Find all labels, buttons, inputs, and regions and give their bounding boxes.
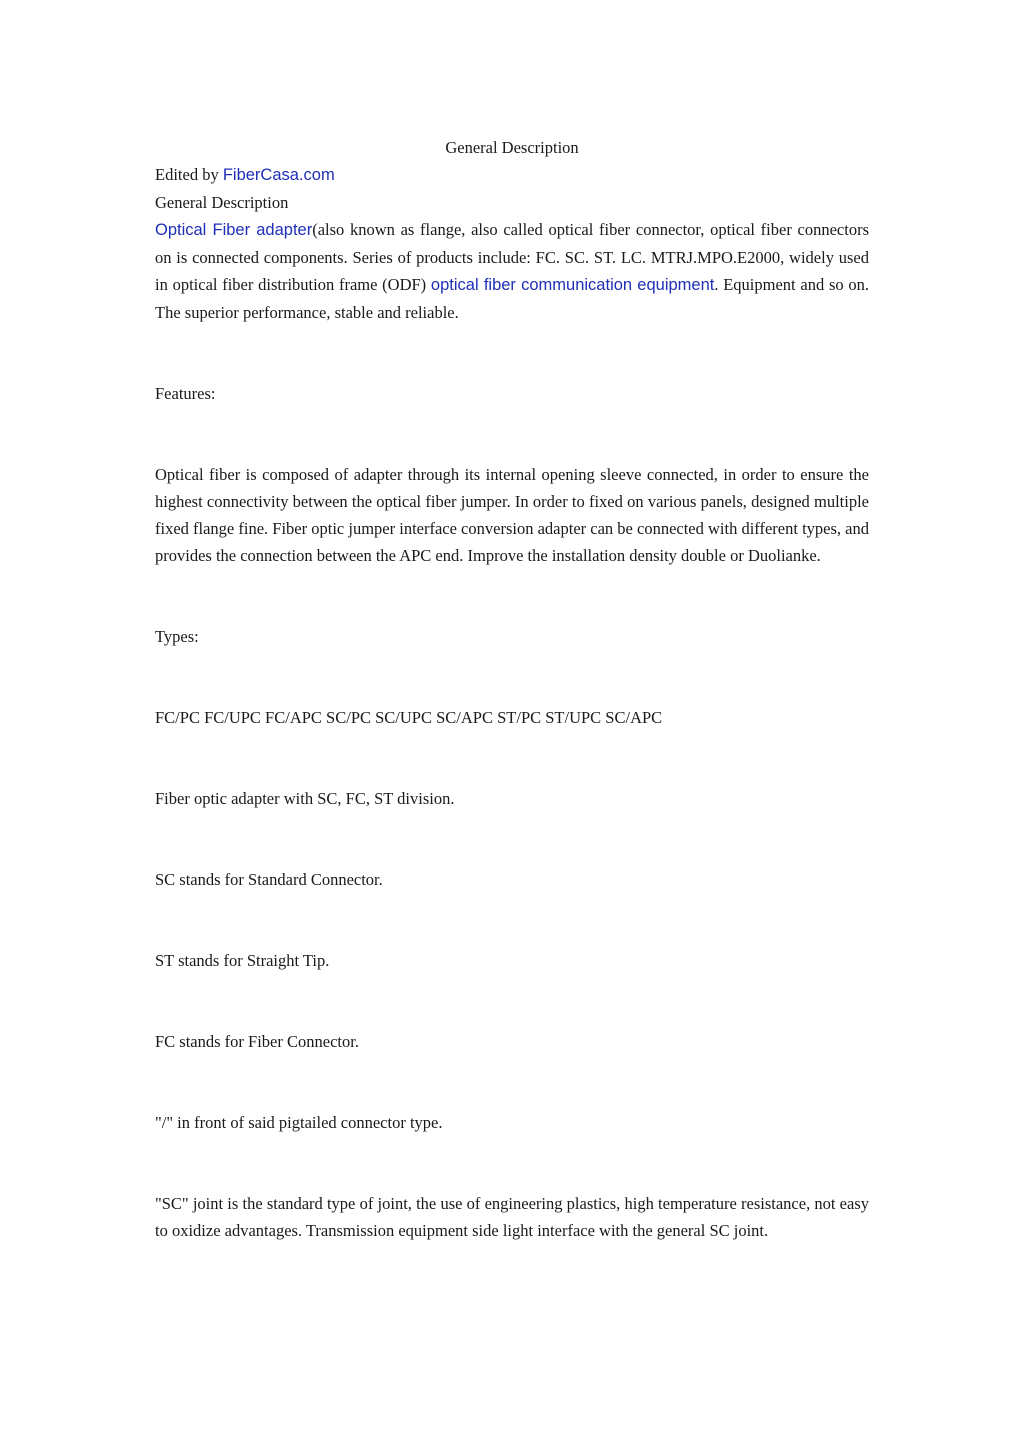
features-heading: Features: (155, 384, 216, 403)
st-definition: ST stands for Straight Tip. (155, 951, 330, 970)
types-list: FC/PC FC/UPC FC/APC SC/PC SC/UPC SC/APC ST/PC ST/UPC SC/APC (155, 708, 663, 727)
fibercasa-link[interactable]: FiberCasa.com (222, 166, 335, 184)
division-text: Fiber optic adapter with SC, FC, ST division. (155, 789, 455, 808)
sc-definition: SC stands for Standard Connector. (155, 870, 383, 889)
edited-by-prefix: Edited by (155, 165, 223, 184)
document-title: General Description (445, 138, 579, 157)
features-paragraph: Optical fiber is composed of adapter through its internal opening sleeve connected, in order to ensure the highest connectivity between the optical fiber jumper. In order to fixed on various panels, designed multiple fixed flange fine. Fiber optic jumper interface conversion adapter can be connected with different types, and provides the connection between the APC end. Improve the installation density double or Duolianke. (155, 465, 869, 565)
intro-text-1: (also known as flange, also called optical fiber connector, optical fiber connectors on is connected components. Series of products include: FC. SC. ST. LC. MTRJ.MPO.E2000, widely used in optical fiber distribution frame (ODF) (155, 220, 869, 294)
fc-definition: FC stands for Fiber Connector. (155, 1032, 359, 1051)
slash-definition: "/" in front of said pigtailed connector type. (155, 1113, 443, 1132)
sc-joint-paragraph: "SC" joint is the standard type of joint, the use of engineering plastics, high temperature resistance, not easy to oxidize advantages. Transmission equipment side light interface with the general SC joint. (155, 1194, 869, 1240)
edited-by-line (155, 161, 869, 189)
document-body (155, 134, 869, 1244)
intro-paragraph (155, 216, 869, 326)
types-heading: Types: (155, 627, 199, 646)
section-subtitle: General Description (155, 193, 289, 212)
optical-fiber-communication-equipment-link[interactable]: optical fiber communication equipment (430, 276, 715, 294)
intro-text-2: . Equipment and so on. The superior performance, stable and reliable. (155, 275, 869, 322)
optical-fiber-adapter-link[interactable]: Optical Fiber adapter (155, 221, 313, 239)
